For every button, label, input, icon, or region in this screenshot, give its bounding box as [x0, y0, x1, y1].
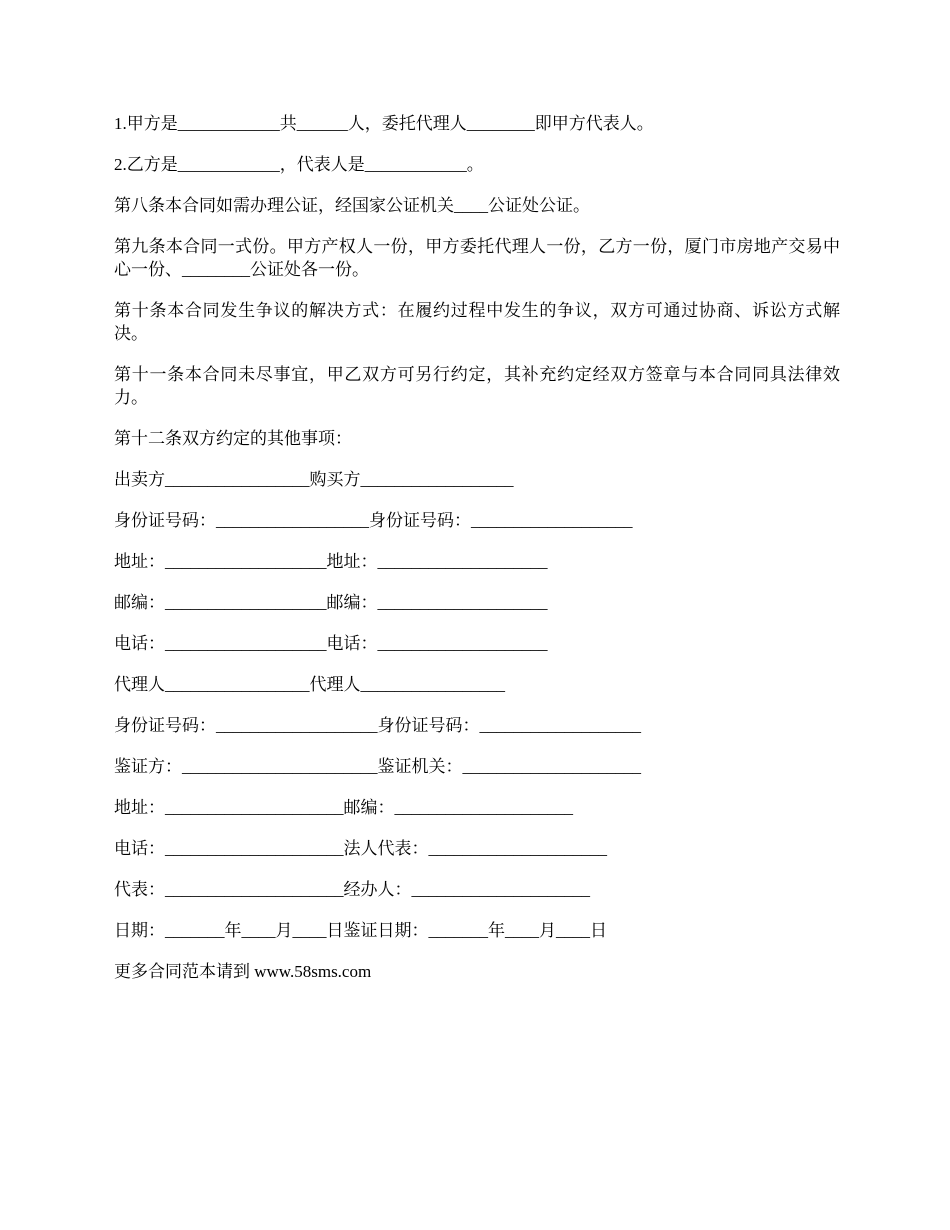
document-page — [114, 112, 840, 983]
id-number-line: 身份证号码：__________________身份证号码：___________________ — [114, 511, 633, 530]
notary-phone-line: 电话：_____________________法人代表：_____________________ — [114, 839, 607, 858]
notary-address-line: 地址：_____________________邮编：_____________________ — [114, 798, 573, 817]
clause-article-10: 第十条本合同发生争议的解决方式：在履约过程中发生的争议，双方可通过协商、诉讼方式解决。 — [114, 301, 840, 343]
clause-party-a: 1.甲方是____________共______人，委托代理人________即甲方代表人。 — [114, 114, 654, 133]
phone-line: 电话：___________________电话：____________________ — [114, 634, 548, 653]
clause-party-b: 2.乙方是____________，代表人是____________。 — [114, 155, 484, 174]
agent-id-number-line: 身份证号码：___________________身份证号码：___________________ — [114, 716, 641, 735]
address-line: 地址：___________________地址：____________________ — [114, 552, 548, 571]
clause-article-12: 第十二条双方约定的其他事项： — [114, 429, 352, 448]
clause-article-9: 第九条本合同一式份。甲方产权人一份，甲方委托代理人一份，乙方一份，厦门市房地产交易中心一份、________公证处各一份。 — [114, 237, 840, 279]
date-line: 日期：_______年____月____日鉴证日期：_______年____月____日 — [114, 921, 607, 940]
notary-line: 鉴证方：_______________________鉴证机关：_____________________ — [114, 757, 641, 776]
clause-article-11: 第十一条本合同未尽事宜，甲乙双方可另行约定，其补充约定经双方签章与本合同同具法律效力。 — [114, 365, 840, 407]
footer-note: 更多合同范本请到 www.58sms.com — [114, 962, 372, 981]
representative-line: 代表：_____________________经办人：_____________________ — [114, 880, 590, 899]
clause-article-8: 第八条本合同如需办理公证，经国家公证机关____公证处公证。 — [114, 196, 590, 215]
seller-buyer-line: 出卖方_________________购买方__________________ — [114, 470, 514, 489]
postcode-line: 邮编：___________________邮编：____________________ — [114, 593, 548, 612]
agent-line: 代理人_________________代理人_________________ — [114, 675, 505, 694]
